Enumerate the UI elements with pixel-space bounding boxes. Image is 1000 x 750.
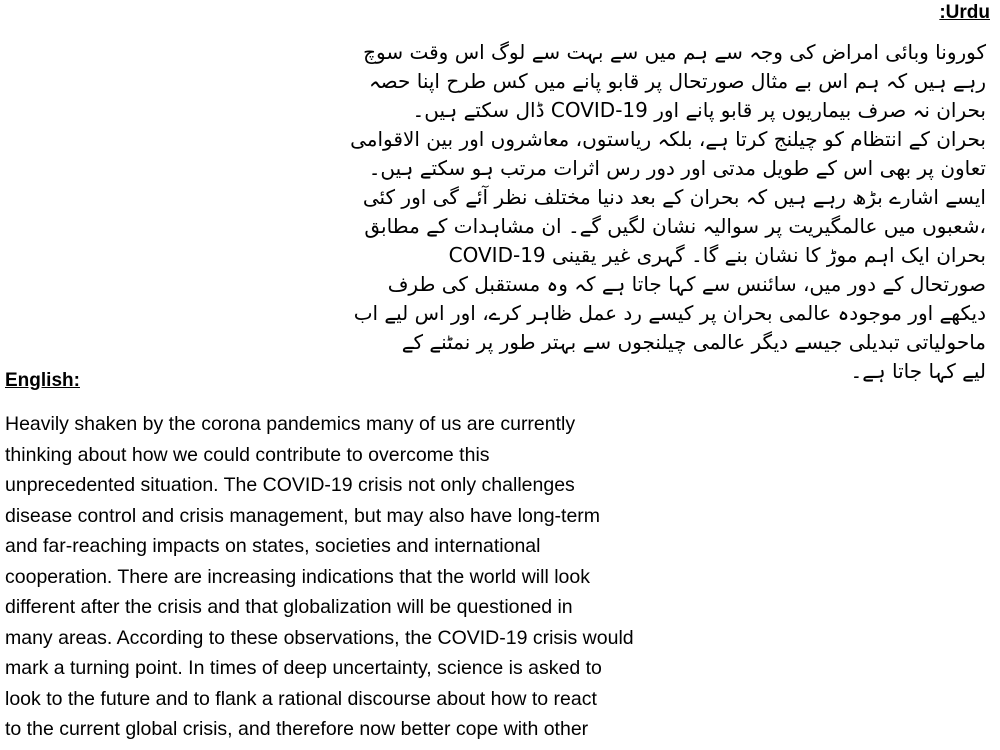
english-line: different after the crisis and that globalization will be questioned in — [5, 596, 573, 618]
english-line: mark a turning point. In times of deep uncertainty, science is asked to — [5, 657, 602, 679]
english-paragraph — [5, 409, 705, 745]
urdu-line: دیکھے اور موجودہ عالمی بحران پر کیسے رد عمل ظاہر کرے، اور اس لیے اب — [353, 301, 986, 325]
urdu-line: صورتحال کے دور میں، سائنس سے کہا جاتا ہے کہ وہ مستقبل کی طرف — [387, 272, 986, 296]
urdu-paragraph — [296, 38, 986, 386]
urdu-heading: :Urdu — [939, 2, 990, 23]
english-line: thinking about how we could contribute to overcome this — [5, 443, 490, 466]
english-line: disease control and crisis management, but may also have long-term — [5, 504, 601, 527]
urdu-line: ،شعبوں میں عالمگیریت پر سوالیہ نشان لگیں گے۔ ان مشاہدات کے مطابق — [364, 214, 986, 238]
english-line: to the current global crisis, and therefore now better cope with other — [5, 718, 589, 740]
english-line: many areas. According to these observations, the COVID-19 crisis would — [5, 626, 634, 649]
urdu-line: کورونا وبائی امراض کی وجہ سے ہم میں سے بہت سے لوگ اس وقت سوچ — [363, 40, 986, 64]
english-line: cooperation. There are increasing indications that the world will look — [5, 565, 590, 588]
urdu-line: لیے کہا جاتا ہے۔ — [850, 359, 986, 383]
english-line: and far-reaching impacts on states, societies and international — [5, 535, 541, 557]
english-line: unprecedented situation. The COVID-19 crisis not only challenges — [5, 474, 575, 496]
urdu-line: بحران ایک اہم موڑ کا نشان بنے گا۔ گہری غیر یقینی COVID-19 — [448, 243, 986, 267]
urdu-line: رہے ہیں کہ ہم اس بے مثال صورتحال پر قابو پانے میں کس طرح اپنا حصہ — [368, 69, 986, 93]
urdu-line: ایسے اشارے بڑھ رہے ہیں کہ بحران کے بعد دنیا مختلف نظر آئے گی اور کئی — [362, 185, 986, 209]
urdu-line: بحران نہ صرف بیماریوں پر قابو پانے اور COVID-19 ڈال سکتے ہیں۔ — [412, 98, 986, 122]
urdu-line: بحران کے انتظام کو چیلنج کرتا ہے، بلکہ ریاستوں، معاشروں اور بین الاقوامی — [350, 127, 986, 151]
urdu-line: تعاون پر بھی اس کے طویل مدتی اور دور رس اثرات مرتب ہو سکتے ہیں۔ — [368, 156, 986, 180]
english-heading: English: — [5, 370, 80, 391]
english-line: Heavily shaken by the corona pandemics many of us are currently — [5, 413, 576, 435]
english-line: look to the future and to flank a rational discourse about how to react — [5, 687, 597, 710]
urdu-line: ماحولیاتی تبدیلی جیسے دیگر عالمی چیلنجوں سے بہتر طور پر نمٹنے کے — [401, 330, 986, 354]
